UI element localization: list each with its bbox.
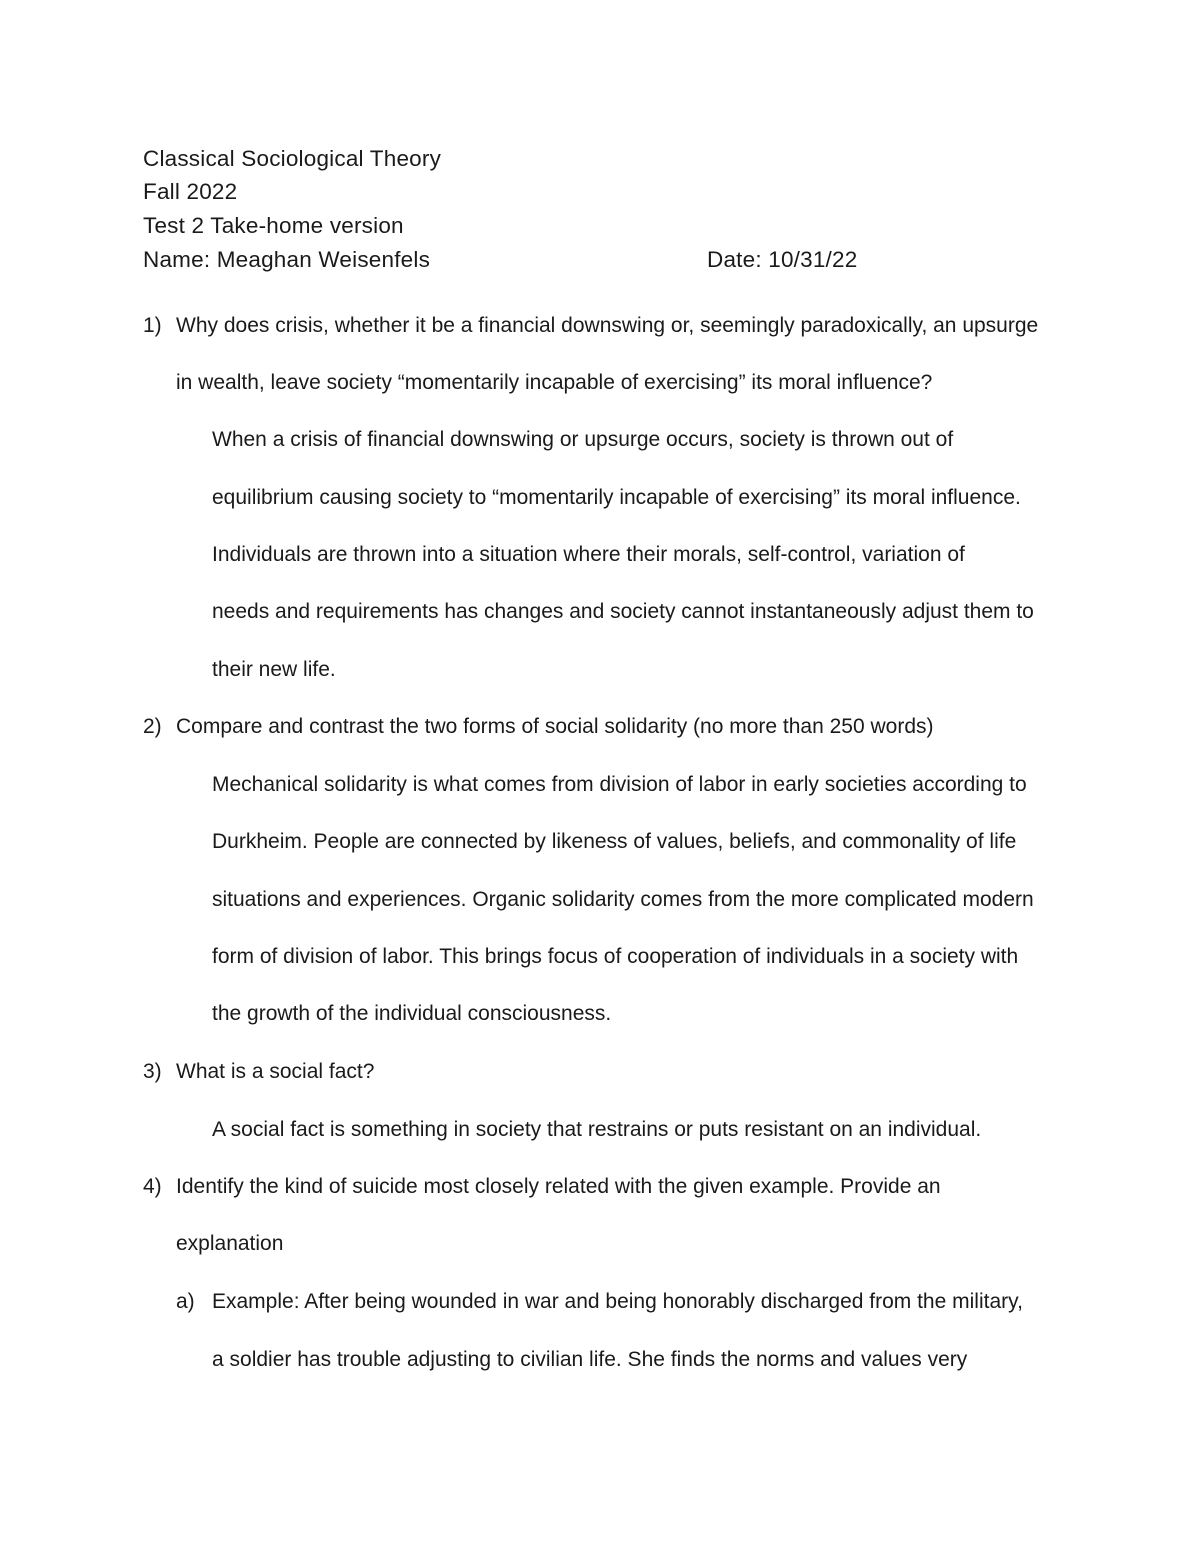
course-title: Classical Sociological Theory xyxy=(143,146,442,171)
term: Fall 2022 xyxy=(143,179,238,204)
answer-1-line-2: equilibrium causing society to “momentarily incapable of exercising” its moral influence. xyxy=(212,486,1021,509)
question-4-line-2: explanation xyxy=(176,1232,284,1255)
answer-2-line-1: Mechanical solidarity is what comes from division of labor in early societies according to xyxy=(212,773,1027,796)
question-4a-line-1: Example: After being wounded in war and being honorably discharged from the military, xyxy=(212,1290,1023,1313)
question-2-line-1: Compare and contrast the two forms of social solidarity (no more than 250 words) xyxy=(176,715,934,738)
date: Date: 10/31/22 xyxy=(707,247,858,272)
answer-3-line-1: A social fact is something in society that restrains or puts resistant on an individual. xyxy=(212,1118,982,1141)
answer-1-line-5: their new life. xyxy=(212,658,336,681)
answer-2-line-3: situations and experiences. Organic solidarity comes from the more complicated modern xyxy=(212,888,1034,911)
question-1-line-2: in wealth, leave society “momentarily incapable of exercising” its moral influence? xyxy=(176,371,933,394)
question-4a-line-2: a soldier has trouble adjusting to civilian life. She finds the norms and values very xyxy=(212,1348,968,1371)
answer-1-line-1: When a crisis of financial downswing or upsurge occurs, society is thrown out of xyxy=(212,428,954,451)
question-4a-label: a) xyxy=(176,1290,195,1313)
question-4-line-1: Identify the kind of suicide most closely related with the given example. Provide an xyxy=(176,1175,941,1198)
question-1-line-1: Why does crisis, whether it be a financial downswing or, seemingly paradoxically, an upsurge xyxy=(176,314,1039,337)
answer-2-line-2: Durkheim. People are connected by likeness of values, beliefs, and commonality of life xyxy=(212,830,1017,853)
question-1-number: 1) xyxy=(143,314,162,337)
question-3-number: 3) xyxy=(143,1060,162,1083)
question-4-number: 4) xyxy=(143,1175,162,1198)
answer-2-line-4: form of division of labor. This brings focus of cooperation of individuals in a society with xyxy=(212,945,1019,968)
test-title: Test 2 Take-home version xyxy=(143,213,404,238)
question-3-line-1: What is a social fact? xyxy=(176,1060,375,1083)
answer-1-line-3: Individuals are thrown into a situation where their morals, self-control, variation of xyxy=(212,543,965,566)
question-2-number: 2) xyxy=(143,715,162,738)
student-name: Name: Meaghan Weisenfels xyxy=(143,247,431,272)
answer-1-line-4: needs and requirements has changes and society cannot instantaneously adjust them to xyxy=(212,600,1034,623)
answer-2-line-5: the growth of the individual consciousness. xyxy=(212,1002,612,1025)
